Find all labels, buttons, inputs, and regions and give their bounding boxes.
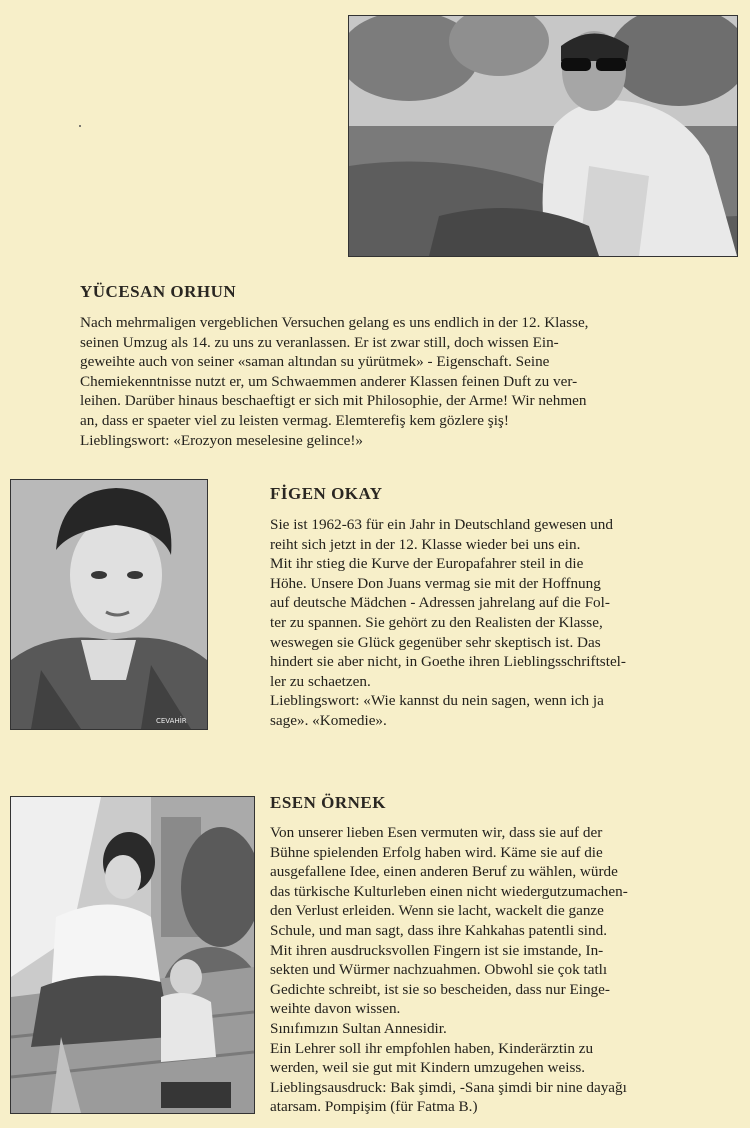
section-name-figen: FİGEN OKAY: [270, 484, 383, 503]
text-line: sekten und Würmer nachzuahmen. Obwohl sie çok tatlı: [270, 961, 608, 979]
text-line: ler zu schaetzen.: [270, 672, 371, 690]
section-name-yucesan: YÜCESAN ORHUN: [80, 282, 237, 301]
text-line: ausgefallene Idee, einen anderen Beruf zu wählen, würde: [270, 863, 618, 881]
text-line: weswegen sie Glück gegenüber sehr skeptisch ist. Das: [270, 633, 601, 651]
text-line: Sie ist 1962-63 für ein Jahr in Deutschland gewesen und: [270, 516, 613, 533]
text-line: den Verlust erleiden. Wenn sie lacht, wackelt die ganze: [270, 902, 604, 920]
section-text-figen: [270, 515, 737, 731]
text-line: seinen Umzug als 14. zu uns zu veranlassen. Er ist zwar still, doch wissen Ein-: [80, 333, 559, 351]
text-line: Gedichte schreibt, ist sie so bescheiden, dass nur Einge-: [270, 980, 610, 998]
text-line: das türkische Kulturleben einen nicht wiedergutzumachen-: [270, 882, 628, 900]
text-line: Ein Lehrer soll ihr empfohlen haben, Kinderärztin zu: [270, 1039, 594, 1057]
ink-speck: [79, 125, 81, 127]
text-line: atarsam. Pompişim (für Fatma B.): [270, 1098, 478, 1116]
photo-yucesan-orhun: [348, 15, 738, 257]
photo-caption: CEVAHİR: [156, 717, 187, 725]
text-line: geweihte auch von seiner «saman altından su yürütmek» - Eigenschaft. Seine: [80, 353, 550, 371]
photo-esen-ornek: [10, 796, 255, 1114]
text-line: auf deutsche Mädchen - Adressen jahrelang auf die Fol-: [270, 594, 610, 612]
text-line: Chemiekenntnisse nutzt er, um Schwaemmen anderer Klassen feinen Duft zu ver-: [80, 372, 578, 390]
text-line: sage». «Komedie».: [270, 711, 387, 729]
text-line: Von unserer lieben Esen vermuten wir, dass sie auf der: [270, 824, 603, 841]
text-line: Sınıfımızın Sultan Annesidir.: [270, 1019, 447, 1037]
text-line: werden, weil sie gut mit Kindern umzugehen weiss.: [270, 1059, 586, 1077]
text-line: Mit ihren ausdrucksvollen Fingern ist sie imstande, In-: [270, 941, 604, 959]
text-line: Mit ihr stieg die Kurve der Europafahrer steil in die: [270, 555, 584, 573]
text-line: ter zu spannen. Sie gehört zu den Realisten der Klasse,: [270, 613, 603, 631]
section-name-esen: ESEN ÖRNEK: [270, 793, 386, 812]
text-line: hindert sie aber nicht, in Goethe ihren Lieblingsschriftstel-: [270, 653, 626, 671]
text-line: Lieblingsausdruck: Bak şimdi, -Sana şimdi bir nine dayağı: [270, 1078, 627, 1096]
text-line: Lieblingswort: «Wie kannst du nein sagen, wenn ich ja: [270, 692, 604, 710]
text-line: Höhe. Unsere Don Juans vermag sie mit der Hoffnung: [270, 574, 601, 592]
text-line: Schule, und man sagt, dass ihre Kahkahas patentli sind.: [270, 921, 608, 939]
text-line: leihen. Darüber hinaus beschaeftigt er sich mit Philosophie, der Arme! Wir nehmen: [80, 392, 587, 410]
text-line: reiht sich jetzt in der 12. Klasse wieder bei uns ein.: [270, 535, 581, 553]
text-line: Bühne spielenden Erfolg haben wird. Käme sie auf die: [270, 843, 603, 861]
text-line: weihte davon wissen.: [270, 1000, 401, 1018]
text-line: an, dass er spaeter viel zu leisten vermag. Elemterefiş kem gözlere şiş!: [80, 411, 509, 429]
text-line: Lieblingswort: «Erozyon meselesine gelince!»: [80, 431, 363, 449]
text-line: Nach mehrmaligen vergeblichen Versuchen gelang es uns endlich in der 12. Klasse,: [80, 314, 589, 331]
photo-figen-okay: [10, 479, 208, 730]
section-text-yucesan: [80, 313, 739, 450]
section-text-esen: [270, 823, 737, 1117]
